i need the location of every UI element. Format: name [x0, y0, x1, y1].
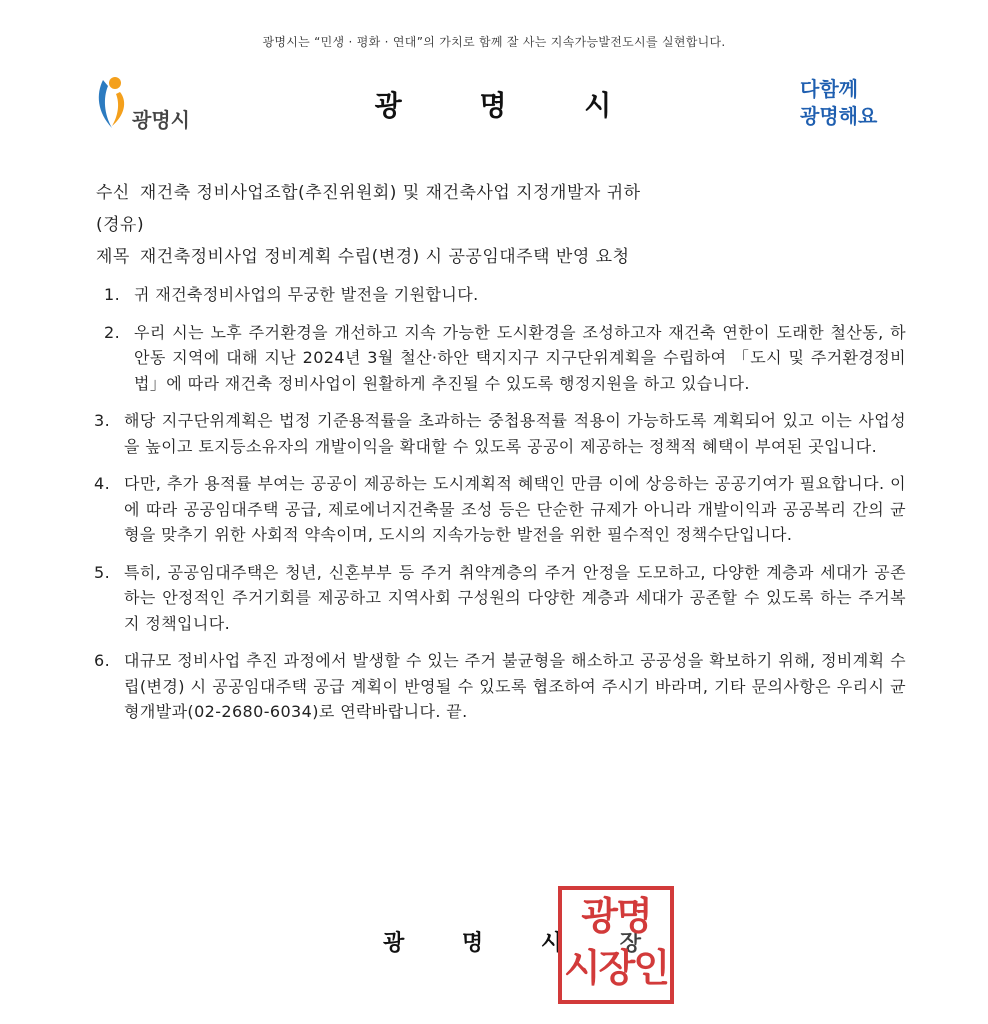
item-text: 특히, 공공임대주택은 청년, 신혼부부 등 주거 취약계층의 주거 안정을 도모하고, 다양한 계층과 세대가 공존하는 안정적인 주거기회를 제공하고 지역사회 구성원의 다양한 계층과 세대가 공존할 수 있도록 하는 주거복지 정책입니다.	[124, 562, 906, 633]
list-item	[94, 408, 906, 459]
item-text: 귀 재건축정비사업의 무궁한 발전을 기원합니다.	[134, 285, 479, 304]
item-number: 2.	[104, 322, 121, 342]
city-slogan	[800, 76, 877, 130]
list-item	[94, 560, 906, 637]
official-seal	[558, 886, 674, 1004]
subject-label: 제목	[96, 247, 130, 267]
seal-row-2: 시장인	[563, 946, 669, 990]
list-item	[94, 282, 906, 308]
item-number: 5.	[94, 562, 111, 582]
seal-row-1: 광명	[581, 894, 651, 938]
item-number: 3.	[94, 411, 111, 430]
item-text: 해당 지구단위계획은 법정 기준용적률을 초과하는 중첩용적률 적용이 가능하도록 계획되어 있고 이는 사업성을 높이고 토지등소유자의 개발이익을 확대할 수 있도록 공공이 제공하는 정책적 혜택이 부여된 곳입니다.	[124, 411, 906, 456]
item-number: 4.	[94, 474, 111, 493]
item-text: 우리 시는 노후 주거환경을 개선하고 지속 가능한 도시환경을 조성하고자 재건축 연한이 도래한 철산동, 하안동 지역에 대해 지난 2024년 3월 철산·하안 택지지구 지구단위계획을 수립하여 「도시 및 주거환경정비법」에 따라 재건축 정비사업이 원활하게 추진될 수 있도록 행정지원을 하고 있습니다.	[134, 322, 906, 393]
item-text: 대규모 정비사업 추진 과정에서 발생할 수 있는 주거 불균형을 해소하고 공공성을 확보하기 위해, 정비계획 수립(변경) 시 공공임대주택 공급 계획이 반영될 수 있도록 협조하여 주시기 바라며, 기타 문의사항은 우리시 균형개발과(02-2680-6034)로 연락바랍니다. 끝.	[124, 651, 906, 721]
recipient-label: 수신	[96, 183, 130, 203]
list-item	[94, 648, 906, 725]
via-line: (경유)	[96, 215, 145, 235]
subject-line	[96, 242, 630, 267]
signer-name: 광 명 시 장	[383, 931, 642, 956]
slogan-line-2: 광명해요	[800, 104, 878, 128]
document-title: 광 명 시	[374, 89, 614, 122]
city-logo-text: 광명시	[132, 108, 190, 132]
item-number: 1.	[104, 285, 121, 304]
motto-banner: 광명시는 “민생 · 평화 · 연대”의 가치로 함께 잘 사는 지속가능발전도시를 실현합니다.	[262, 35, 726, 49]
list-item	[94, 471, 906, 548]
list-item	[94, 320, 906, 397]
recipient-value: 재건축 정비사업조합(추진위원회) 및 재건축사업 지정개발자 귀하	[139, 183, 641, 203]
recipient-line	[96, 178, 641, 203]
item-text: 다만, 추가 용적률 부여는 공공이 제공하는 도시계획적 혜택인 만큼 이에 상응하는 공공기여가 필요합니다. 이에 따라 공공임대주택 공급, 제로에너지건축물 조성 등은 단순한 규제가 아니라 개발이익과 공공복리 간의 균형을 맞추기 위한 사회적 약속이며, 도시의 지속가능한 발전을 위한 필수적인 정책수단입니다.	[124, 474, 906, 544]
body-items	[94, 282, 906, 725]
item-number: 6.	[94, 651, 111, 670]
slogan-line-1: 다함께	[800, 77, 858, 101]
subject-value: 재건축정비사업 정비계획 수립(변경) 시 공공임대주택 반영 요청	[139, 247, 630, 267]
